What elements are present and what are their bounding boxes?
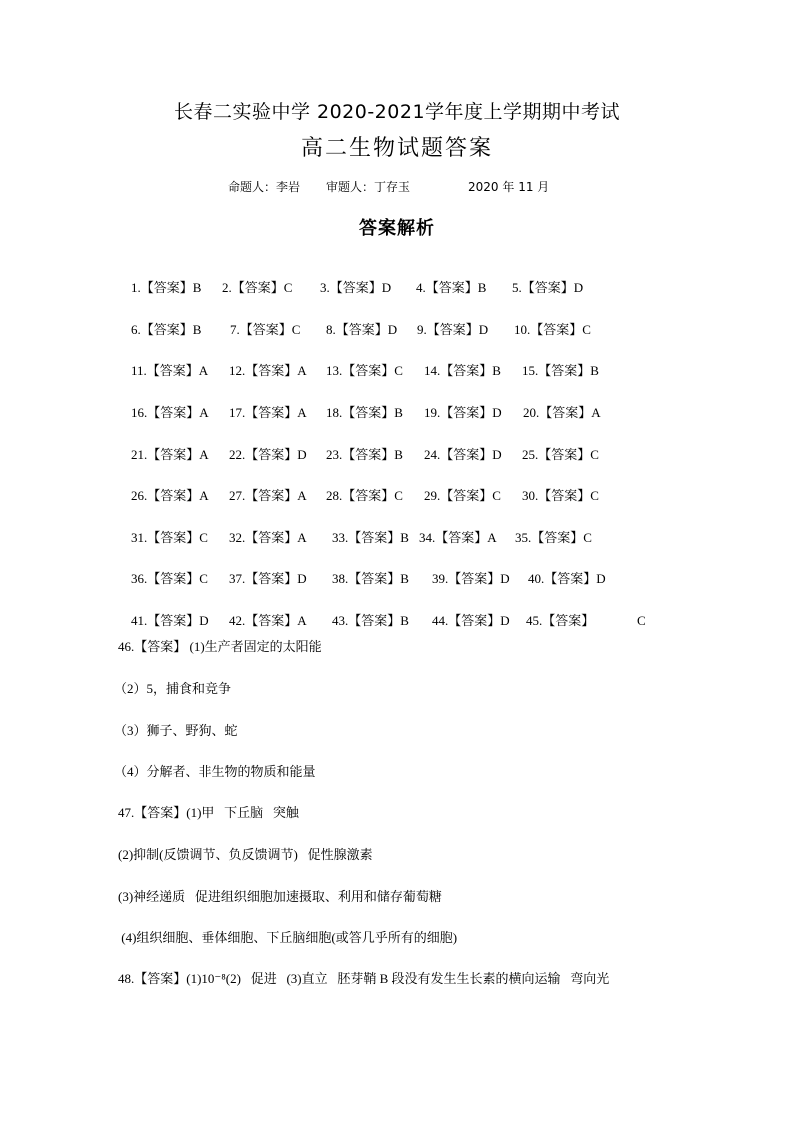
answer-item: 1.【答案】B [131,280,202,295]
answer-item: 14.【答案】B [424,363,501,378]
answer-item: 42.【答案】A [229,613,307,628]
answer-item: 6.【答案】B [131,322,202,337]
answer-item: 2.【答案】C [222,280,293,295]
answer-item: 5.【答案】D [512,280,584,295]
q48-answer: 48.【答案】(1)10⁻⁸(2) 促进 (3)直立 胚芽鞘 B 段没有发生生长素的横向运输 弯向光 [118,971,610,986]
q46-part: （2）5，捕食和竞争 [114,681,232,696]
document-meta [228,178,549,195]
answer-item: 12.【答案】A [229,363,307,378]
answer-item: 23.【答案】B [326,447,403,462]
answer-item: 18.【答案】B [326,405,403,420]
date-label: 2020 年 11 月 [468,180,550,194]
answer-item: 26.【答案】A [131,488,209,503]
answer-item: 29.【答案】C [424,488,501,503]
answer-item: 30.【答案】C [522,488,599,503]
answer-item: 21.【答案】A [131,447,209,462]
answer-item: 41.【答案】D [131,613,209,628]
answer-item: 28.【答案】C [326,488,403,503]
answer-item: 3.【答案】D [320,280,392,295]
q47-answer: 47.【答案】(1)甲 下丘脑 突触 [118,805,299,820]
answer-item: 31.【答案】C [131,530,208,545]
answer-item: 39.【答案】D [432,571,510,586]
answer-item: 17.【答案】A [229,405,307,420]
answer-item: 15.【答案】B [522,363,599,378]
answer-item: 38.【答案】B [332,571,409,586]
answer-item: 11.【答案】A [131,363,209,378]
author-label: 命题人：李岩 [228,180,301,194]
answer-item: 33.【答案】B [332,530,409,545]
answer-item: 32.【答案】A [229,530,307,545]
answer-item: 25.【答案】C [522,447,599,462]
q46-answer: 46.【答案】 (1)生产者固定的太阳能 [118,639,322,654]
answer-item: 7.【答案】C [230,322,301,337]
answer-item: 13.【答案】C [326,363,403,378]
answer-item: 19.【答案】D [424,405,502,420]
answer-item: 16.【答案】A [131,405,209,420]
answer-item: 36.【答案】C [131,571,208,586]
answer-item: 45.【答案】 [526,613,595,628]
answer-item: 8.【答案】D [326,322,398,337]
section-title: 答案解析 [359,218,435,239]
q47-part: (4)组织细胞、垂体细胞、下丘脑细胞(或答几乎所有的细胞) [118,930,458,945]
answer-item: 34.【答案】A [419,530,497,545]
answer-item: 44.【答案】D [432,613,510,628]
answer-item: 24.【答案】D [424,447,502,462]
reviewer-label: 审题人：丁存玉 [326,180,411,194]
q47-part: (3)神经递质 促进组织细胞加速摄取、利用和储存葡萄糖 [118,889,442,904]
answer-item: C [637,613,646,628]
answer-item: 40.【答案】D [528,571,606,586]
answer-item: 22.【答案】D [229,447,307,462]
document-title: 长春二实验中学 2020-2021学年度上学期期中考试 [173,101,621,123]
answer-item: 35.【答案】C [515,530,592,545]
answer-item: 10.【答案】C [514,322,591,337]
q47-part: (2)抑制(反馈调节、负反馈调节) 促性腺激素 [118,847,373,862]
q46-part: （4）分解者、非生物的物质和能量 [114,764,316,779]
answer-item: 20.【答案】A [523,405,601,420]
answer-item: 37.【答案】D [229,571,307,586]
q46-part: （3）狮子、野狗、蛇 [114,723,238,738]
answer-item: 43.【答案】B [332,613,409,628]
answer-item: 9.【答案】D [417,322,489,337]
answer-item: 4.【答案】B [416,280,487,295]
document-subtitle: 高二生物试题答案 [300,136,493,161]
answer-item: 27.【答案】A [229,488,307,503]
